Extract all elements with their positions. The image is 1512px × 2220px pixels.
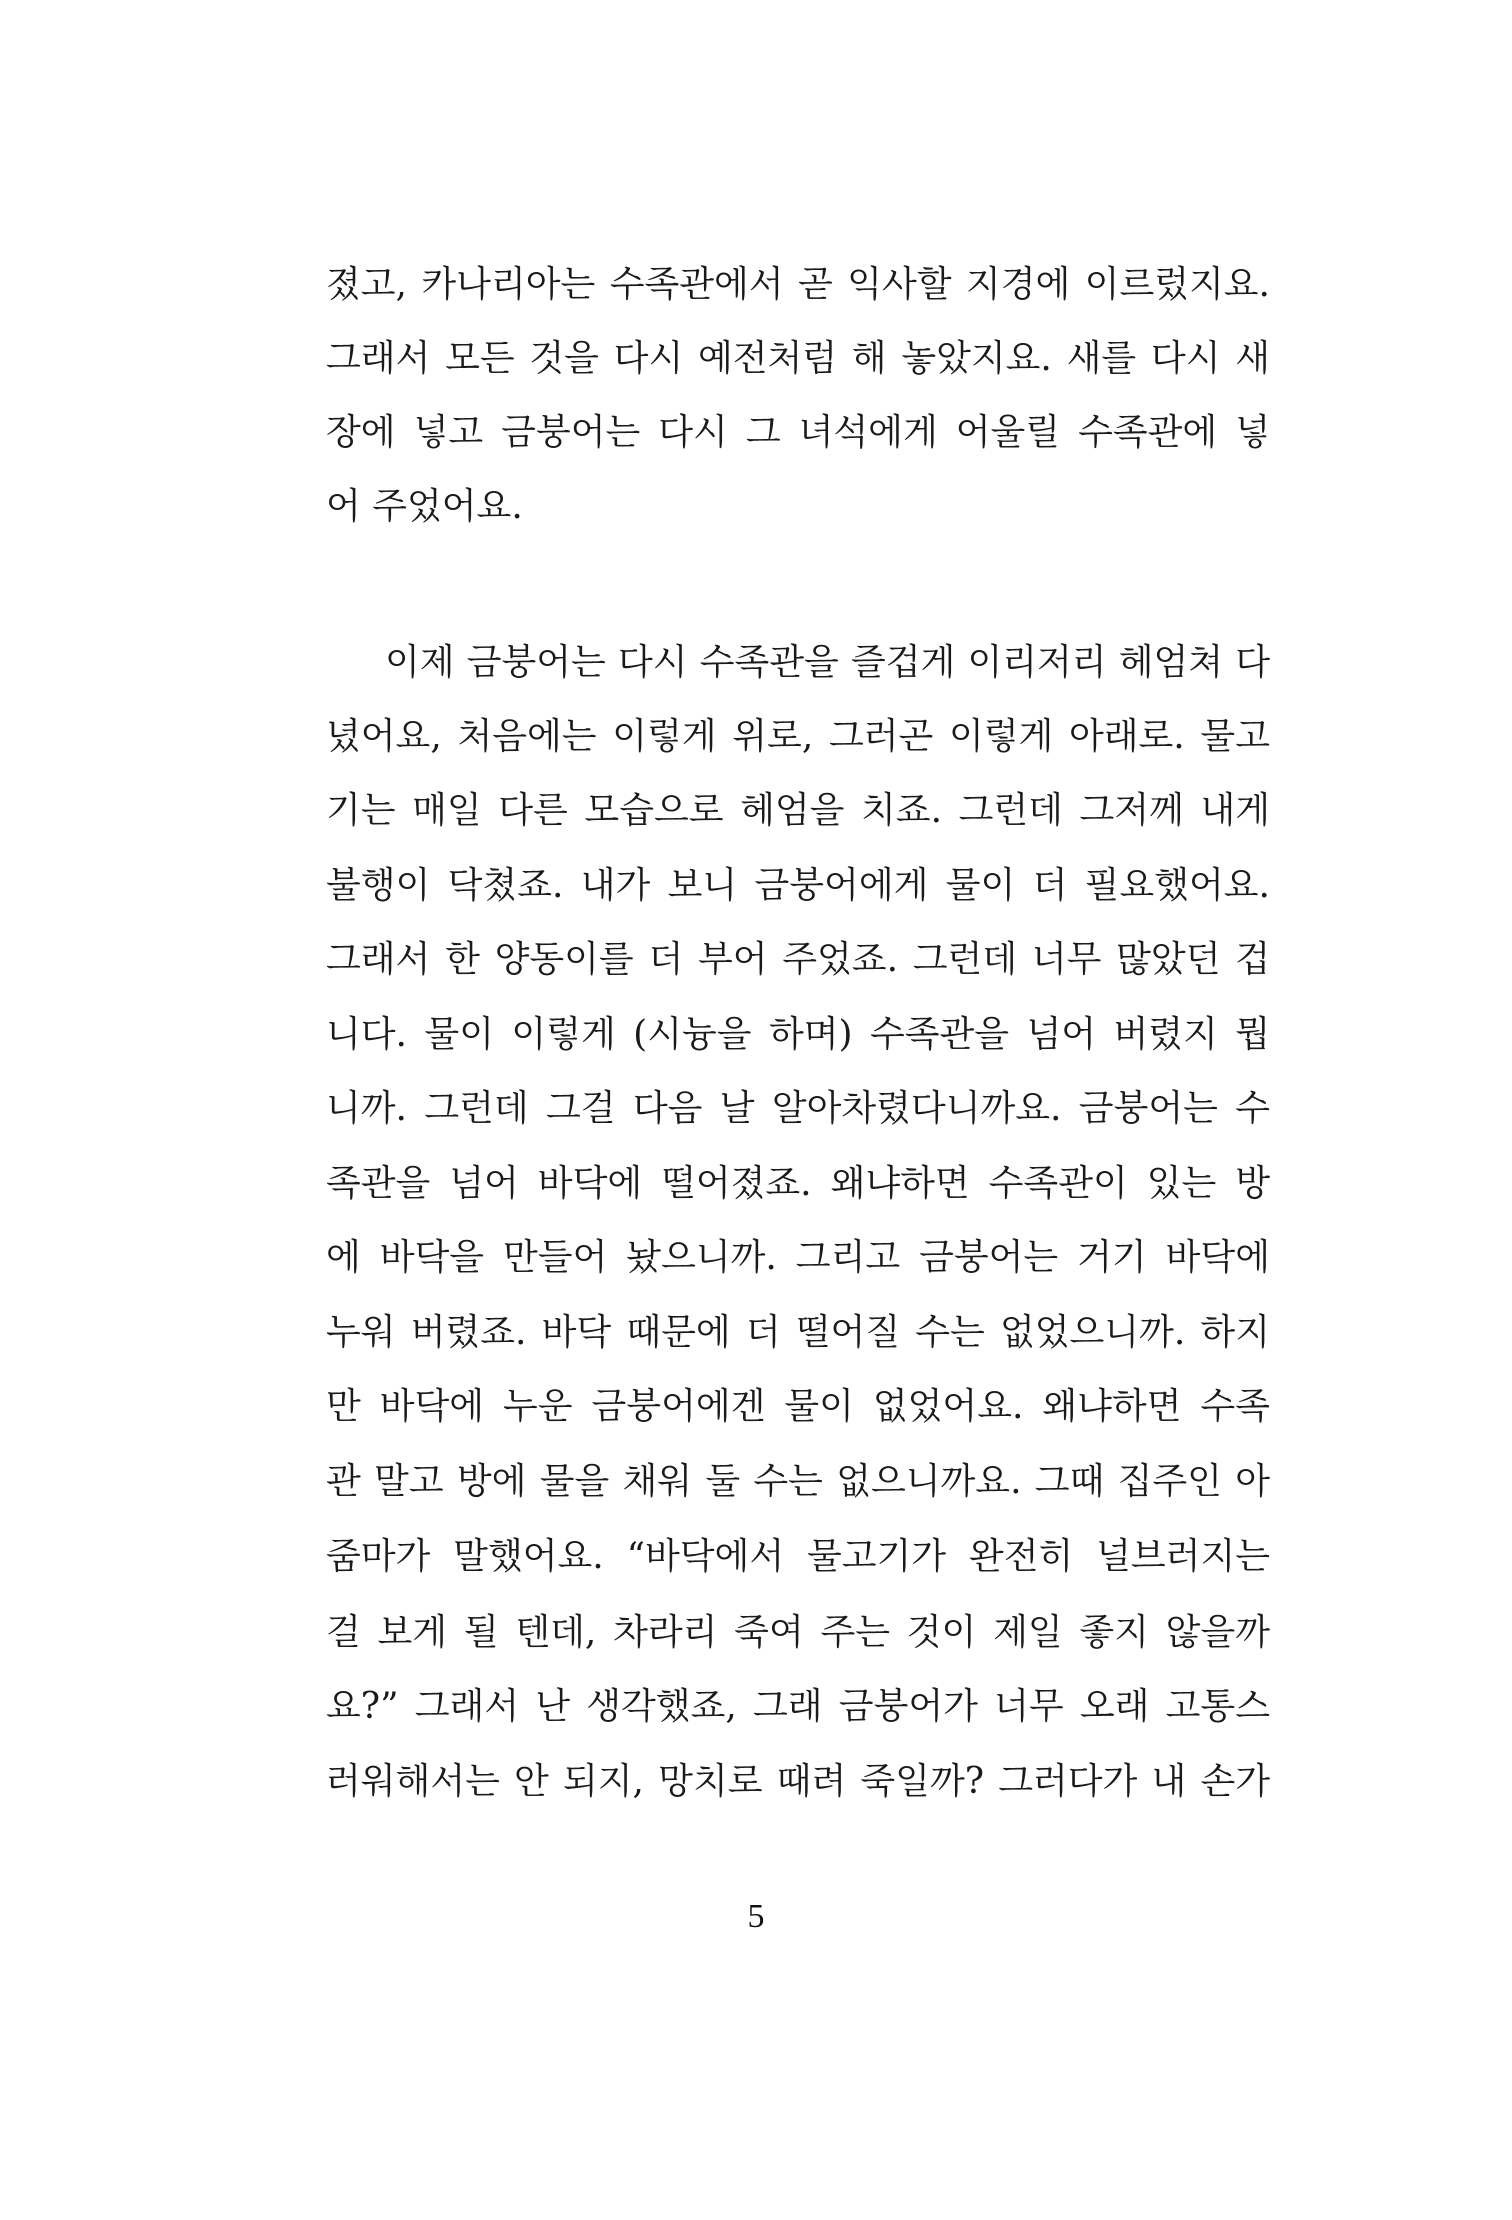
text-line: 요?” 그래서 난 생각했죠, 그래 금붕어가 너무 오래 고통스 <box>326 1686 1270 1727</box>
text-line: 관 말고 방에 물을 채워 둘 수는 없으니까요. 그때 집주인 아 <box>326 1461 1270 1502</box>
text-line: 녔어요, 처음에는 이렇게 위로, 그러곤 이렇게 아래로. 물고 <box>326 716 1270 757</box>
text-line: 기는 매일 다른 모습으로 헤엄을 치죠. 그런데 그저께 내게 <box>326 790 1270 831</box>
text-line: 니까. 그런데 그걸 다음 날 알아차렸다니까요. 금붕어는 수 <box>326 1088 1270 1129</box>
text-line: 만 바닥에 누운 금붕어에겐 물이 없었어요. 왜냐하면 수족 <box>326 1386 1270 1427</box>
text-line: 졌고, 카나리아는 수족관에서 곧 익사할 지경에 이르렀지요. <box>326 264 1270 305</box>
text-line: 걸 보게 될 텐데, 차라리 죽여 주는 것이 제일 좋지 않을까 <box>326 1612 1270 1653</box>
text-line: 에 바닥을 만들어 놨으니까. 그리고 금붕어는 거기 바닥에 <box>326 1237 1270 1278</box>
text-line: 족관을 넘어 바닥에 떨어졌죠. 왜냐하면 수족관이 있는 방 <box>326 1163 1270 1204</box>
text-line: 니다. 물이 이렇게 (시늉을 하며) 수족관을 넘어 버렸지 뭡 <box>326 1014 1270 1055</box>
text-line: 그래서 모든 것을 다시 예전처럼 해 놓았지요. 새를 다시 새 <box>326 338 1270 379</box>
text-line: 장에 넣고 금붕어는 다시 그 녀석에게 어울릴 수족관에 넣 <box>326 412 1270 453</box>
text-line: 줌마가 말했어요. “바닥에서 물고기가 완전히 널브러지는 <box>326 1536 1270 1577</box>
text-line: 어 주었어요. <box>326 486 523 527</box>
text-line-indented: 이제 금붕어는 다시 수족관을 즐겁게 이리저리 헤엄쳐 다 <box>385 642 1270 683</box>
text-line: 불행이 닥쳤죠. 내가 보니 금붕어에게 물이 더 필요했어요. <box>326 865 1270 906</box>
text-line: 누워 버렸죠. 바닥 때문에 더 떨어질 수는 없었으니까. 하지 <box>326 1312 1270 1353</box>
text-line: 러워해서는 안 되지, 망치로 때려 죽일까? 그러다가 내 손가 <box>326 1761 1270 1802</box>
text-line: 그래서 한 양동이를 더 부어 주었죠. 그런데 너무 많았던 겁 <box>326 939 1270 980</box>
page-number: 5 <box>747 1898 765 1935</box>
